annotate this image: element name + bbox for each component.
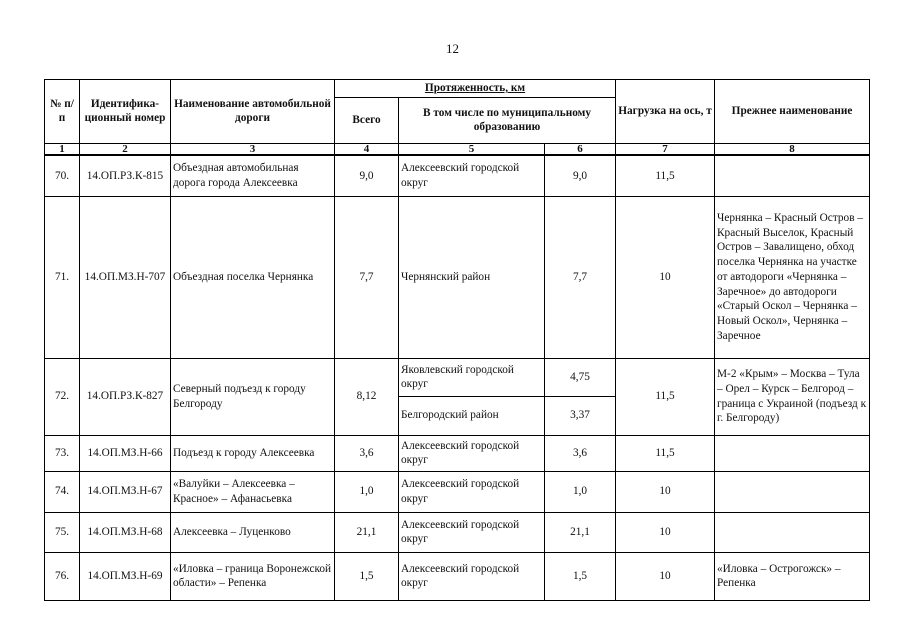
row-number: 76.	[45, 552, 80, 600]
table-row	[45, 358, 870, 396]
road-id: 14.ОП.МЗ.Н-707	[80, 196, 171, 358]
row-number: 70.	[45, 155, 80, 196]
district-length: 1,0	[545, 471, 616, 512]
row-number: 73.	[45, 435, 80, 471]
district-length: 9,0	[545, 155, 616, 196]
header-former-name: Прежнее наименование	[715, 80, 870, 144]
table-row	[45, 552, 870, 600]
header-num: № п/п	[45, 80, 80, 144]
former-name: М-2 «Крым» – Москва – Тула – Орел – Курск – Белгород – граница с Украиной (подъезд к г. Белгороду)	[715, 358, 870, 435]
column-number: 2	[80, 143, 171, 155]
district-name: Алексеевский городской округ	[399, 435, 545, 471]
table-row	[45, 471, 870, 512]
former-name: «Иловка – Острогожск» – Репенка	[715, 552, 870, 600]
road-id: 14.ОП.РЗ.К-815	[80, 155, 171, 196]
table-row	[45, 196, 870, 358]
length-total: 9,0	[335, 155, 399, 196]
axle-load: 10	[616, 512, 715, 552]
district-length: 21,1	[545, 512, 616, 552]
header-axle-load: Нагрузка на ось, т	[616, 80, 715, 144]
column-number: 4	[335, 143, 399, 155]
length-total: 21,1	[335, 512, 399, 552]
former-name	[715, 155, 870, 196]
header-name: Наименование автомобильной дороги	[171, 80, 335, 144]
district-length: 7,7	[545, 196, 616, 358]
road-id: 14.ОП.МЗ.Н-66	[80, 435, 171, 471]
column-number: 5	[399, 143, 545, 155]
district-length: 3,6	[545, 435, 616, 471]
header-including: В том числе по муниципальному образованию	[399, 97, 616, 143]
column-number: 3	[171, 143, 335, 155]
page-number: 12	[446, 41, 459, 56]
former-name	[715, 471, 870, 512]
header-length-group: Протяженность, км	[335, 80, 616, 98]
road-name: Алексеевка – Луценково	[171, 512, 335, 552]
district-name: Алексеевский городской округ	[399, 512, 545, 552]
axle-load: 11,5	[616, 435, 715, 471]
road-name: «Валуйки – Алексеевка – Красное» – Афанасьевка	[171, 471, 335, 512]
table-row	[45, 155, 870, 196]
road-id: 14.ОП.МЗ.Н-67	[80, 471, 171, 512]
road-id: 14.ОП.МЗ.Н-69	[80, 552, 171, 600]
header-total: Всего	[335, 97, 399, 143]
district-name: Алексеевский городской округ	[399, 552, 545, 600]
district-name: Алексеевский городской округ	[399, 471, 545, 512]
district-name: Яковлевский городской округ	[399, 358, 545, 396]
row-number: 74.	[45, 471, 80, 512]
length-total: 1,5	[335, 552, 399, 600]
row-number: 75.	[45, 512, 80, 552]
length-total: 3,6	[335, 435, 399, 471]
header-ident: Идентифика-ционный номер	[80, 80, 171, 144]
column-number: 8	[715, 143, 870, 155]
district-name: Белгородский район	[399, 396, 545, 435]
axle-load: 10	[616, 471, 715, 512]
axle-load: 11,5	[616, 358, 715, 435]
district-length: 3,37	[545, 396, 616, 435]
roads-table	[44, 79, 870, 601]
axle-load: 11,5	[616, 155, 715, 196]
road-id: 14.ОП.МЗ.Н-68	[80, 512, 171, 552]
former-name	[715, 435, 870, 471]
road-name: Северный подъезд к городу Белгороду	[171, 358, 335, 435]
road-id: 14.ОП.РЗ.К-827	[80, 358, 171, 435]
length-total: 1,0	[335, 471, 399, 512]
column-number: 6	[545, 143, 616, 155]
former-name	[715, 512, 870, 552]
district-length: 1,5	[545, 552, 616, 600]
road-name: Объездная автомобильная дорога города Алексеевка	[171, 155, 335, 196]
road-name: Объездная поселка Чернянка	[171, 196, 335, 358]
district-name: Чернянский район	[399, 196, 545, 358]
axle-load: 10	[616, 196, 715, 358]
column-number: 7	[616, 143, 715, 155]
road-name: Подъезд к городу Алексеевка	[171, 435, 335, 471]
table-row	[45, 512, 870, 552]
length-total: 8,12	[335, 358, 399, 435]
axle-load: 10	[616, 552, 715, 600]
road-name: «Иловка – граница Воронежской области» – Репенка	[171, 552, 335, 600]
district-length: 4,75	[545, 358, 616, 396]
column-number: 1	[45, 143, 80, 155]
former-name: Чернянка – Красный Остров – Красный Выселок, Красный Остров – Завалищено, обход поселка Чернянка на участке от автодороги «Чернянка – Заречное» до автодороги «Старый Оскол – Чернянка – Новый Оскол», Чернянка – Заречное	[715, 196, 870, 358]
district-name: Алексеевский городской округ	[399, 155, 545, 196]
table-row	[45, 435, 870, 471]
length-total: 7,7	[335, 196, 399, 358]
row-number: 71.	[45, 196, 80, 358]
row-number: 72.	[45, 358, 80, 435]
